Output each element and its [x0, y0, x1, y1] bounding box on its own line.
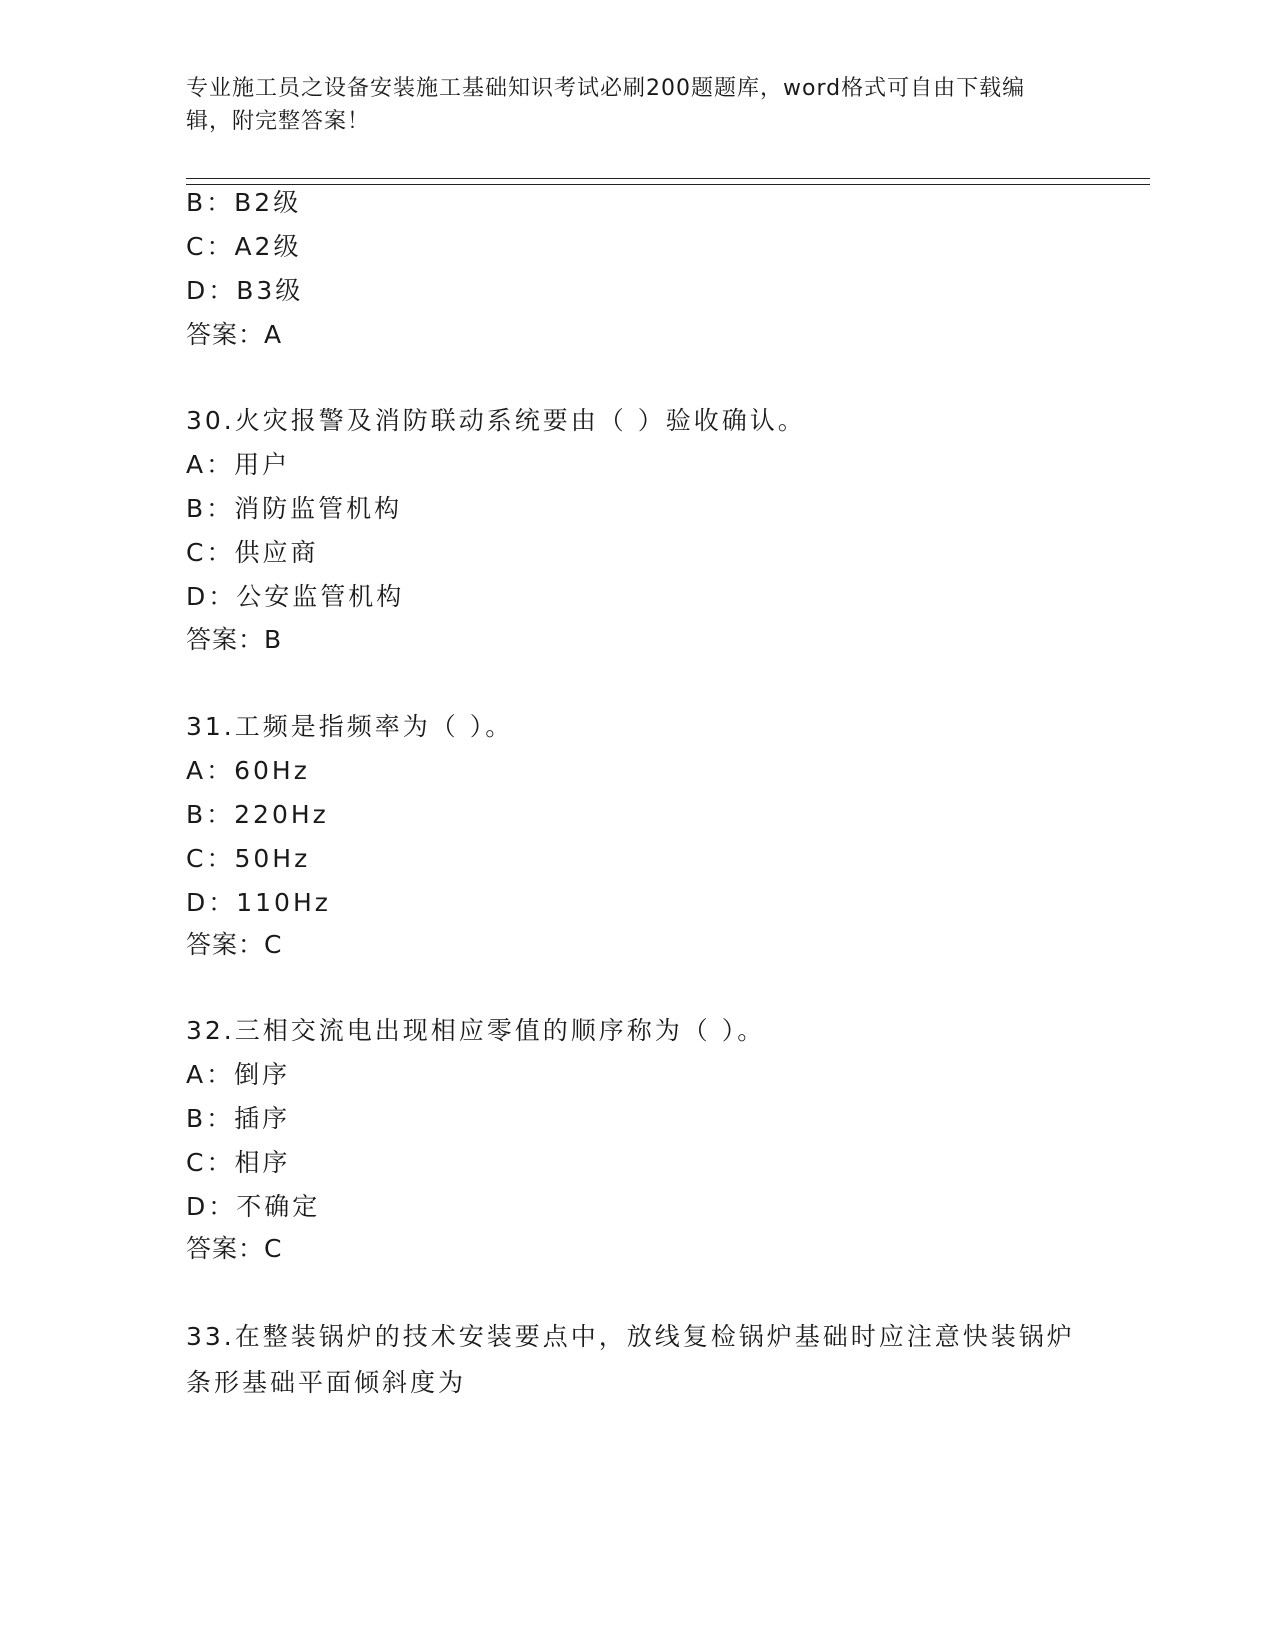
option-c: C：50Hz — [186, 844, 311, 873]
option-b: B：220Hz — [186, 800, 329, 829]
question-stem: 32.三相交流电出现相应零值的顺序称为（ ）。 — [186, 1016, 766, 1045]
option-b: B：B2级 — [186, 188, 302, 217]
answer-line: 答案：A — [186, 320, 283, 349]
option-b: B：消防监管机构 — [186, 494, 403, 523]
answer-line: 答案：C — [186, 930, 283, 959]
option-a: A：倒序 — [186, 1060, 291, 1089]
option-d: D：110Hz — [186, 888, 331, 917]
option-d: D：不确定 — [186, 1192, 321, 1221]
answer-line: 答案：B — [186, 625, 283, 654]
option-c: C：供应商 — [186, 538, 319, 567]
question-stem: 30.火灾报警及消防联动系统要由（ ）验收确认。 — [186, 406, 806, 435]
header-divider — [186, 178, 1150, 185]
answer-line: 答案：C — [186, 1234, 283, 1263]
document-header: 专业施工员之设备安装施工基础知识考试必刷200题题库，word格式可自由下载编辑，附完整答案！ — [186, 76, 1026, 134]
option-c: C：相序 — [186, 1148, 291, 1177]
option-b: B：插序 — [186, 1104, 291, 1133]
option-d: D：B3级 — [186, 276, 304, 305]
question-stem: 33.在整装锅炉的技术安装要点中，放线复检锅炉基础时应注意快装锅炉条形基础平面倾斜度为 — [186, 1322, 1075, 1397]
option-d: D：公安监管机构 — [186, 582, 405, 611]
option-a: A：60Hz — [186, 756, 310, 785]
question-stem: 31.工频是指频率为（ ）。 — [186, 712, 514, 741]
option-c: C：A2级 — [186, 232, 302, 261]
option-a: A：用户 — [186, 450, 291, 479]
